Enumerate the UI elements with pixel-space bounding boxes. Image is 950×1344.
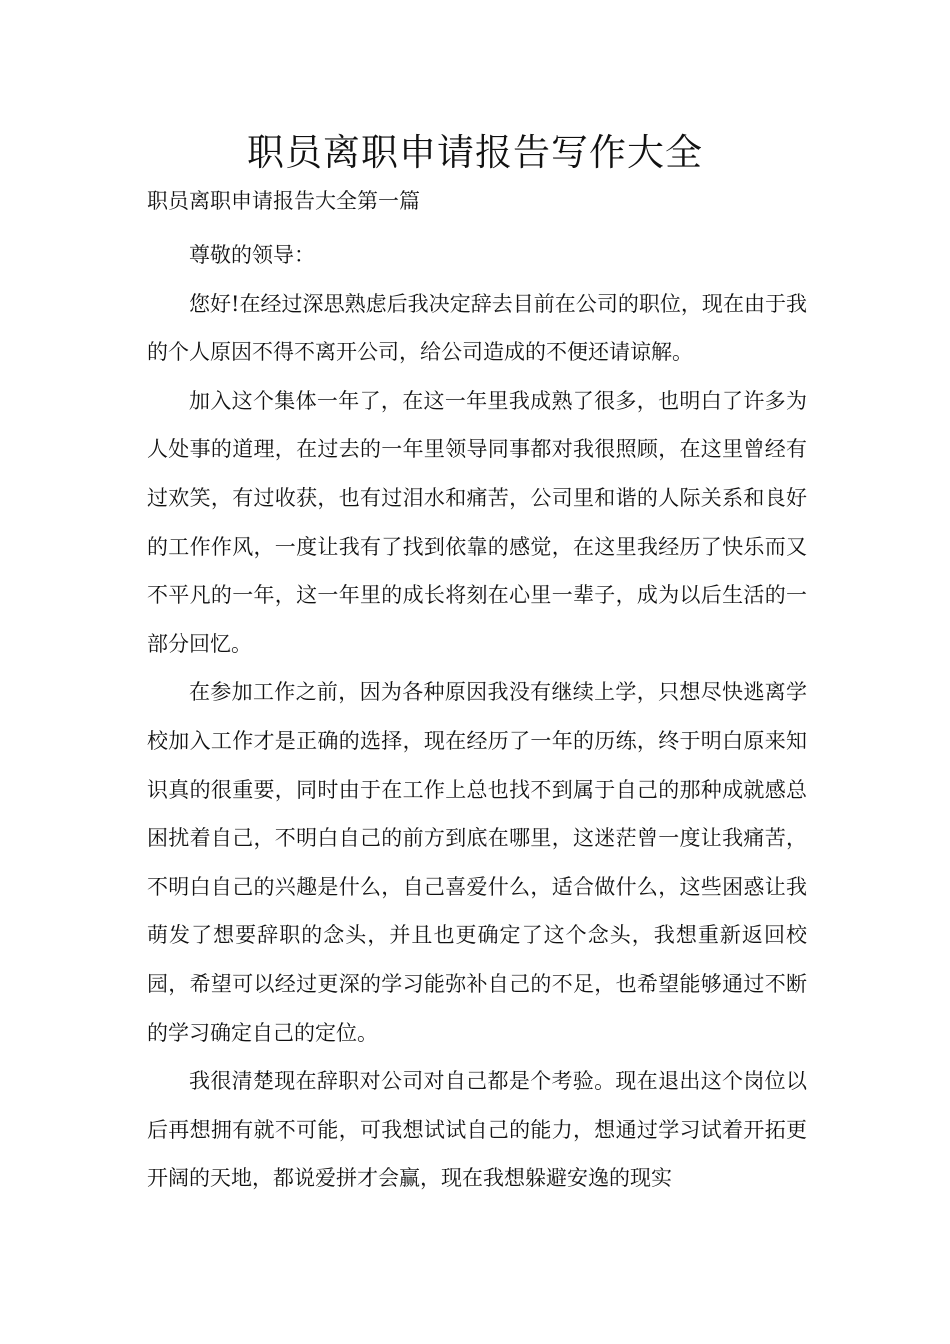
document-title: 职员离职申请报告写作大全 [247, 131, 703, 174]
body-paragraph: 加入这个集体一年了，在这一年里我成熟了很多，也明白了许多为人处事的道理，在过去的一年里领导同事都对我很照顾，在这里曾经有过欢笑，有过收获，也有过泪水和痛苦，公司里和谐的人际关系和良好的工作作风，一度让我有了找到依靠的感觉，在这里我经历了快乐而又不平凡的一年，这一年里的成长将刻在心里一辈子，成为以后生活的一部分回忆。 [147, 388, 807, 656]
salutation: 尊敬的领导： [189, 243, 315, 267]
body-paragraph: 您好!在经过深思熟虑后我决定辞去目前在公司的职位，现在由于我的个人原因不得不离开公司，给公司造成的不便还请谅解。 [147, 291, 807, 365]
document-subtitle: 职员离职申请报告大全第一篇 [147, 189, 420, 213]
body-paragraph: 我很清楚现在辞职对公司对自己都是个考验。现在退出这个岗位以后再想拥有就不可能，可我想试试自己的能力，想通过学习试着开拓更开阔的天地，都说爱拼才会赢，现在我想躲避安逸的现实 [147, 1069, 807, 1191]
body-paragraph: 在参加工作之前，因为各种原因我没有继续上学，只想尽快逃离学校加入工作才是正确的选择，现在经历了一年的历练，终于明白原来知识真的很重要，同时由于在工作上总也找不到属于自己的那种成就感总困扰着自己，不明白自己的前方到底在哪里，这迷茫曾一度让我痛苦，不明白自己的兴趣是什么，自己喜爱什么，适合做什么，这些困惑让我萌发了想要辞职的念头，并且也更确定了这个念头，我想重新返回校园，希望可以经过更深的学习能弥补自己的不足，也希望能够通过不断的学习确定自己的定位。 [147, 680, 807, 1045]
document-body [147, 231, 807, 1203]
